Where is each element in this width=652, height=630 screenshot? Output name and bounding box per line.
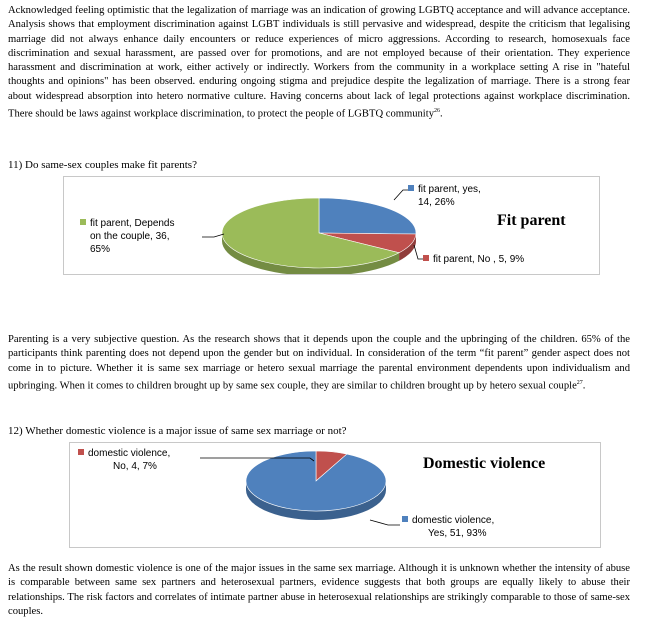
legend-swatch — [80, 219, 86, 225]
question-11: 11) Do same-sex couples make fit parents? — [8, 159, 197, 171]
question-12: 12) Whether domestic violence is a major issue of same sex marriage or not? — [8, 425, 347, 437]
paragraph-workplace-discrimination: Acknowledged feeling optimistic that the legalization of marriage was an indication of growing LGBTQ acceptance and will advance acceptance. Analysis shows that employment discrimination against LGBT individuals is still pervasive and widespread, despite the criticism that legalising marriage did not always enhance daily encounters or reduce experiences of micro aggressions. According to research, homosexuals face discrimination and sexual harassment, are passed over for promotions, and are not employed because of their orientation. They experience harassment and discrimination at work, either actively or indirectly. Workers from the community in a workplace setting A rise in "hateful thoughts and opinions" has been observed. enduring ongoing stigma and prejudice despite the legalization of marriage. There is a strong fear about widespread absorption into hetero normative culture. Having concerns about lack of legal protections against workplace discrimination. There should be laws against workplace discrimination, to protect the people of LGBTQ community$^{26}$. — [8, 5, 630, 120]
footnote-ref: 26 — [434, 108, 440, 115]
chart-title: Fit parent — [497, 212, 566, 229]
footnote-ref: 27 — [576, 379, 583, 386]
leader-line-yes — [370, 520, 400, 525]
fit-parent-chart — [63, 176, 600, 275]
legend-swatch — [78, 449, 84, 455]
paragraph-text: Parenting is a very subjective question. As the research shows that it depends upon the couple and the upbringing of the children. 65% of the participants think parenting does not depend upon the gender but on individual. In consideration of the term “fit parent” gender aspect does not come in to picture. Whether it is same sex marriage or hetero sexual marriage the parental environment dependents upon individualism and upbringing. When it comes to children brought up by same sex couple, they are similar to children brought up by hetero sexual couple — [8, 334, 630, 392]
pie-slice — [319, 198, 416, 234]
chart-title: Domestic violence — [423, 455, 546, 472]
slice-label-depends: fit parent, Depends on the couple, 36, 65% — [80, 217, 175, 256]
slice-label-yes: domestic violence, Yes, 51, 93% — [402, 514, 494, 540]
domestic-violence-chart — [69, 442, 601, 548]
slice-label-no: fit parent, No , 5, 9% — [423, 253, 524, 266]
paragraph-text: Acknowledged feeling optimistic that the legalization of marriage was an indication of growing LGBTQ acceptance and will advance acceptance. Analysis shows that employment discrimination against LGBT individuals is still pervasive and widespread, despite the criticism that legalising marriage did not always enhance daily encounters or reduce experiences of micro aggressions. According to research, homosexuals face discrimination and sexual harassment, are passed over for promotions, and are not employed because of their orientation. They experience harassment and discrimination at work, either actively or indirectly. Workers from the community in a workplace setting A rise in "hateful thoughts and opinions" has been observed. enduring ongoing stigma and prejudice despite the legalization of marriage. There is a strong fear about widespread absorption into hetero normative culture. Having concerns about lack of legal protections against workplace discrimination. There should be laws against workplace discrimination, to protect the people of LGBTQ community — [8, 5, 630, 120]
paragraph-domestic-violence — [8, 562, 630, 619]
paragraph-parenting: Parenting is a very subjective question. As the research shows that it depends upon the couple and the upbringing of the children. 65% of the participants think parenting does not depend upon the gender but on individual. In consideration of the term “fit parent” gender aspect does not come in to picture. Whether it is same sex marriage or hetero sexual marriage the parental environment dependents upon individualism and upbringing. When it comes to children brought up by same sex couple, they are similar to children brought up by hetero sexual couple$^{27}$. — [8, 334, 630, 392]
pie-slice — [246, 451, 386, 511]
paragraph-text: As the result shown domestic violence is one of the major issues in the same sex marriage. Although it is unknown whether the intensity of abuse is comparable between same sex partners and heterosexual partners, evidence suggests that both groups are equally likely to abuse their relationships. The risk factors and correlates of intimate partner abuse in heterosexual relationships are strikingly comparable to those of same-sex couples. — [8, 563, 630, 617]
slice-label-no: domestic violence, No, 4, 7% — [78, 447, 170, 473]
legend-swatch — [402, 516, 408, 522]
legend-swatch — [408, 185, 414, 191]
leader-line-depends — [202, 234, 224, 237]
slice-label-yes: fit parent, yes, 14, 26% — [408, 183, 481, 209]
legend-swatch — [423, 255, 429, 261]
